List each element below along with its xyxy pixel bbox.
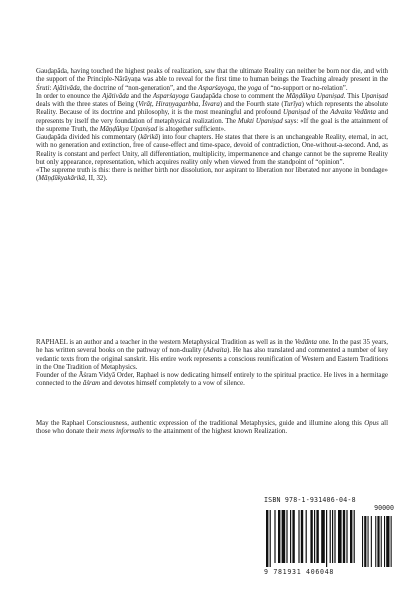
italic-term: Asparśayoga (152, 92, 189, 100)
text-run: RAPHAEL is an author and a teacher in the western Metaphysical Tradition as well as in the (36, 339, 295, 346)
addon-barcode-bar (371, 516, 372, 567)
italic-term: Turīya (283, 101, 302, 108)
text-run: one. In the past 35 years, he has written several books on the pathway of non-duality ( (36, 339, 388, 355)
isbn-label: ISBN 978-1-931406-04-8 (264, 496, 356, 504)
barcode-number: 9 781931 406048 (264, 568, 335, 576)
barcode-bars (264, 510, 394, 568)
italic-term: Advaita (205, 347, 228, 355)
text-run: , II, 32). (84, 175, 108, 183)
barcode-bar (282, 510, 286, 563)
italic-term: Māṇḍūkya Upaniṣad (285, 92, 344, 100)
italic-term: Hiraṇyagarbha (155, 101, 199, 108)
barcode-bar (278, 510, 280, 563)
italic-term: mens informalis (100, 428, 145, 436)
text-run: Gauḍapāda, having touched the highest peaks of realization, saw that the ultimate Reality can neither be born nor die, and with the support of the Principle-Nārāyaṇa was able to reveal for the first time to human beings the Teaching already present in the (36, 68, 388, 84)
italic-term: Ajātivāda (102, 92, 129, 100)
barcode-bar (316, 510, 318, 563)
text-run: deals with the three states of Being ( (36, 101, 139, 108)
italic-term: Mukti Upaniṣad (237, 117, 283, 125)
barcode-bar (292, 510, 294, 563)
addon-barcode-bar (368, 516, 369, 567)
addon-barcode-bar (391, 516, 392, 567)
text-run: . This (343, 92, 362, 100)
text-run: ) into four chapters. He states that there is an unchangeable Reality, eternal, in act, with no generation and extinction, free of cause-effect and time-space, devoid of contradiction, One-without-a-second. And, as Reality is constant and perfect Unity, all differentiation, multiplicity, impermanence and change cannot be the supreme Reality but only appearance, representation, which acquires reality only when viewed from the standpoint of “opinion”. (36, 134, 388, 166)
text-run: and the (128, 92, 153, 100)
text-run: ) which represents the absolute Reality. Because of its doctrine and philosophy, it is the most meaningful and profound (36, 101, 388, 117)
italic-term: Vedānta (294, 339, 317, 346)
text-run: all those who donate their (36, 420, 388, 436)
barcode-bar (338, 510, 342, 563)
barcode-bar (270, 510, 271, 567)
italic-term: āśram (82, 380, 101, 388)
barcode-bar (346, 510, 347, 563)
text-run: to the attainment of the highest known Realization. (144, 428, 288, 436)
isbn-barcode (264, 496, 394, 580)
description-section (36, 68, 388, 184)
text-run: May the Raphael Consciousness, authentic expression of the traditional Metaphysics, guide and illumine along this (36, 420, 365, 427)
text-run: Founder of the Āśram Vidyā Order, Raphael is now dedicating himself entirely to the spiritual practice. He lives in a hermitage connected to the (36, 372, 388, 388)
italic-term: Asparśayoga (198, 84, 235, 92)
barcode-bar (314, 510, 315, 563)
addon-barcode-bar (381, 516, 382, 567)
text-run: and devotes himself completely to a vow of silence. (100, 380, 245, 388)
italic-term: kārikā (140, 134, 158, 141)
italic-term: Māṇḍūkyakārikā (38, 175, 85, 183)
text-run: is altogether sufficient». (157, 125, 226, 133)
italic-term: Māṇḍūkya Upaniṣad (99, 125, 158, 133)
italic-term: Upaniṣad (361, 92, 388, 100)
barcode-bar (306, 510, 307, 563)
barcode-bar (290, 510, 291, 563)
blessing-paragraph (36, 420, 388, 437)
author-section (36, 339, 388, 389)
addon-barcode-bar (377, 516, 379, 567)
text-run: , the doctrine of “non-generation”, and the (79, 84, 199, 92)
barcode-bar (301, 510, 303, 563)
addon-barcode-bar (386, 516, 389, 567)
barcode-bar (330, 510, 331, 563)
italic-term: Upaniṣad (282, 109, 310, 117)
italic-term: Ajātivāda (53, 84, 80, 92)
text-run: : (49, 84, 54, 92)
italic-term: Śruti (36, 84, 50, 92)
barcode-bar (274, 510, 275, 563)
text-run: ). He has also translated and commented a number of key vedantic texts from the original sanskrit. His entire work represents a conscious reunification of Western and Eastern Traditions in the One Tradition of Metaphysics. (36, 347, 388, 371)
text-run: , (151, 101, 156, 108)
text-run: «The supreme truth is this: there is neither birth nor dissolution, nor aspirant to liberation nor liberated nor anyone in bondage» ( (36, 167, 388, 183)
blessing-section (36, 420, 388, 437)
text-run: Gauḍapāda divided his commentary ( (36, 134, 141, 141)
text-run: of the (309, 109, 331, 117)
text-run: of “no-support or no-relation”. (261, 84, 348, 92)
italic-term: yoga (247, 84, 262, 92)
barcode-bar (266, 510, 268, 567)
barcode-bar (350, 510, 352, 563)
barcode-bar (326, 510, 327, 567)
addon-barcode-bar (375, 516, 376, 567)
addon-code: 90000 (374, 504, 394, 512)
italic-term: Opus (364, 420, 379, 427)
intro-paragraph (36, 68, 388, 93)
barcode-bar (298, 510, 299, 563)
barcode-bar (321, 510, 325, 563)
addon-barcode-bar (384, 516, 385, 567)
founder-paragraph (36, 372, 388, 389)
text-run: , (198, 101, 203, 108)
quote-paragraph (36, 167, 388, 184)
barcode-bar (343, 510, 345, 563)
text-run: and represents by itself the very foundation of metaphysical realization. The (36, 109, 389, 125)
addon-barcode-bar (364, 516, 366, 567)
barcode-bar (310, 510, 312, 563)
barcode-bar (334, 510, 335, 563)
barcode-bar (286, 510, 287, 563)
barcode-bar (354, 510, 355, 563)
italic-term: Īśvara (202, 101, 220, 108)
text-run: Gauḍapāda chose to comment the (188, 92, 286, 100)
addon-barcode-bar (362, 516, 363, 567)
raphael-bio-paragraph (36, 339, 388, 372)
text-run: In order to enounce the (36, 92, 103, 100)
enounce-paragraph (36, 93, 388, 134)
barcode-bar (332, 510, 333, 563)
italic-term: Virāṭ (138, 101, 152, 108)
italic-term: Advaita Vedānta (330, 109, 376, 117)
text-run: ) and the Fourth state ( (219, 101, 284, 108)
commentary-paragraph (36, 134, 388, 167)
text-run: , the (234, 84, 248, 92)
text-run: says: «If the goal is the attainment of the supreme Truth, the (36, 117, 388, 133)
